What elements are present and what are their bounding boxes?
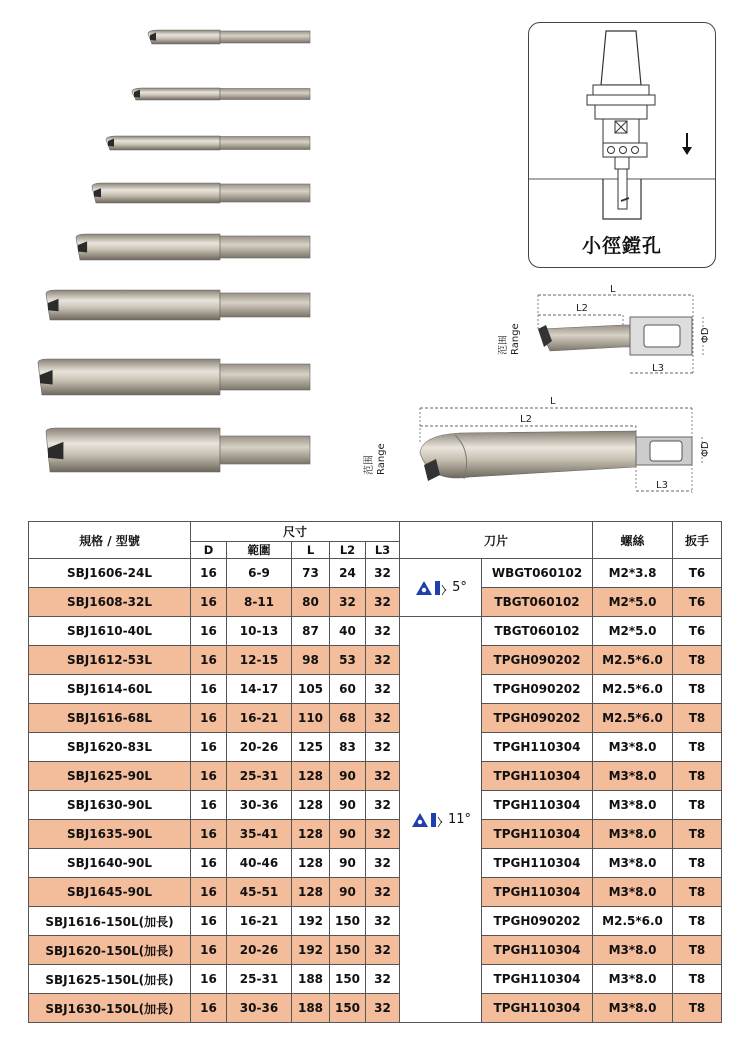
cell-range: 14-17 [227, 675, 292, 704]
cell-wrench: T8 [673, 791, 722, 820]
cell-screw: M3*8.0 [593, 849, 673, 878]
table-row [29, 559, 722, 588]
cell-screw: M3*8.0 [593, 965, 673, 994]
cell-l2: 150 [330, 965, 366, 994]
boring-bar-body [46, 290, 220, 320]
cell-wrench: T8 [673, 994, 722, 1023]
header-range: 範圍 [227, 542, 292, 559]
cell-range: 30-36 [227, 994, 292, 1023]
header-l: L [292, 542, 330, 559]
boring-bar-shank [220, 89, 310, 100]
insert-symbol [400, 811, 481, 829]
table-row [29, 965, 722, 994]
cell-wrench: T8 [673, 762, 722, 791]
cell-insert: TPGH110304 [482, 878, 593, 907]
dim-label-phi-d-large: ΦD [700, 441, 711, 457]
boring-bar-body [148, 30, 220, 44]
cell-insert: TPGH090202 [482, 675, 593, 704]
cell-range: 35-41 [227, 820, 292, 849]
boring-bar-body [46, 428, 220, 472]
dim-label-phi-d: ΦD [700, 327, 711, 343]
spec-table [28, 521, 722, 1023]
cell-screw: M3*8.0 [593, 878, 673, 907]
header-insert: 刀片 [400, 522, 593, 559]
dim-label-range-cn: 范围 [498, 335, 509, 355]
cell-d: 16 [191, 646, 227, 675]
cell-l3: 32 [366, 588, 400, 617]
cell-l: 128 [292, 791, 330, 820]
header-model: 規格 / 型號 [29, 522, 191, 559]
panel-title: 小徑鏜孔 [581, 235, 662, 257]
cell-screw: M2*5.0 [593, 588, 673, 617]
cell-l2: 90 [330, 791, 366, 820]
cell-d: 16 [191, 704, 227, 733]
cell-screw: M2.5*6.0 [593, 675, 673, 704]
dim-label-L: L [610, 285, 616, 295]
boring-bars-illustration [30, 15, 330, 510]
cell-l: 98 [292, 646, 330, 675]
clearance-angle: 5° [452, 580, 467, 595]
cell-d: 16 [191, 936, 227, 965]
table-row [29, 617, 722, 646]
cell-screw: M3*8.0 [593, 936, 673, 965]
cell-insert: TBGT060102 [482, 588, 593, 617]
cell-range: 16-21 [227, 704, 292, 733]
table-row [29, 646, 722, 675]
cell-l2: 150 [330, 907, 366, 936]
boring-bar-body [106, 136, 220, 150]
header-l2: L2 [330, 542, 366, 559]
cell-l3: 32 [366, 994, 400, 1023]
cell-d: 16 [191, 994, 227, 1023]
cell-wrench: T8 [673, 675, 722, 704]
table-row [29, 588, 722, 617]
cell-l: 125 [292, 733, 330, 762]
cell-wrench: T8 [673, 936, 722, 965]
cell-l3: 32 [366, 675, 400, 704]
cell-l: 128 [292, 878, 330, 907]
cell-l3: 32 [366, 559, 400, 588]
cell-l: 110 [292, 704, 330, 733]
cell-model: SBJ1612-53L [29, 646, 191, 675]
insert-geometry-11deg [400, 617, 482, 1023]
insert-symbol [400, 579, 481, 597]
table-row [29, 936, 722, 965]
cell-wrench: T8 [673, 965, 722, 994]
boring-bar-body [92, 183, 220, 203]
dim-label-L2-large: L2 [520, 414, 532, 425]
cell-l: 80 [292, 588, 330, 617]
cell-d: 16 [191, 617, 227, 646]
cell-l2: 90 [330, 762, 366, 791]
cell-l: 128 [292, 849, 330, 878]
cell-model: SBJ1616-150L(加長) [29, 907, 191, 936]
cell-l3: 32 [366, 704, 400, 733]
table-row [29, 820, 722, 849]
boring-bar-shank [220, 436, 310, 464]
spindle-diagram [529, 23, 715, 223]
triangle-insert-icon [410, 811, 446, 829]
cell-d: 16 [191, 907, 227, 936]
table-row [29, 762, 722, 791]
cell-l2: 53 [330, 646, 366, 675]
dim-label-L3: L3 [652, 363, 664, 374]
table-row [29, 849, 722, 878]
cell-insert: TPGH090202 [482, 704, 593, 733]
cell-range: 20-26 [227, 733, 292, 762]
cell-screw: M3*8.0 [593, 820, 673, 849]
boring-bar-shank [220, 293, 310, 317]
cell-d: 16 [191, 588, 227, 617]
cell-insert: TPGH090202 [482, 646, 593, 675]
cell-wrench: T6 [673, 559, 722, 588]
table-row [29, 878, 722, 907]
cell-wrench: T8 [673, 646, 722, 675]
cell-d: 16 [191, 762, 227, 791]
boring-bar-shank [220, 31, 310, 43]
cell-insert: TPGH110304 [482, 965, 593, 994]
boring-bar-body [76, 234, 220, 260]
table-body [29, 559, 722, 1023]
cell-l: 188 [292, 994, 330, 1023]
cell-insert: TBGT060102 [482, 617, 593, 646]
cell-d: 16 [191, 675, 227, 704]
cell-screw: M2*3.8 [593, 559, 673, 588]
header-screw: 螺絲 [593, 522, 673, 559]
cell-insert: TPGH110304 [482, 936, 593, 965]
cell-range: 40-46 [227, 849, 292, 878]
cell-model: SBJ1635-90L [29, 820, 191, 849]
cell-model: SBJ1645-90L [29, 878, 191, 907]
cell-range: 20-26 [227, 936, 292, 965]
cell-screw: M2.5*6.0 [593, 704, 673, 733]
header-l3: L3 [366, 542, 400, 559]
cell-l3: 32 [366, 907, 400, 936]
cell-d: 16 [191, 733, 227, 762]
cell-screw: M2.5*6.0 [593, 646, 673, 675]
cell-l2: 90 [330, 878, 366, 907]
cell-model: SBJ1640-90L [29, 849, 191, 878]
header-size: 尺寸 [191, 522, 400, 542]
cell-l: 188 [292, 965, 330, 994]
cell-d: 16 [191, 791, 227, 820]
boring-bar-shank [220, 364, 310, 390]
dim-label-L3-large: L3 [656, 480, 668, 491]
cell-insert: TPGH110304 [482, 994, 593, 1023]
cell-screw: M2.5*6.0 [593, 907, 673, 936]
cell-wrench: T6 [673, 588, 722, 617]
cell-model: SBJ1620-83L [29, 733, 191, 762]
cell-model: SBJ1616-68L [29, 704, 191, 733]
boring-bar-shank [220, 236, 310, 258]
cell-wrench: T8 [673, 907, 722, 936]
cell-wrench: T8 [673, 820, 722, 849]
cell-model: SBJ1625-150L(加長) [29, 965, 191, 994]
clearance-angle: 11° [447, 812, 472, 827]
cell-l: 128 [292, 762, 330, 791]
cell-insert: WBGT060102 [482, 559, 593, 588]
cell-l3: 32 [366, 791, 400, 820]
cell-model: SBJ1614-60L [29, 675, 191, 704]
dim-label-range-cn-large: 范围 [364, 455, 375, 475]
cell-wrench: T8 [673, 704, 722, 733]
cell-l: 192 [292, 936, 330, 965]
insert-geometry-5deg [400, 559, 482, 617]
table-row [29, 675, 722, 704]
boring-bar-shank [220, 184, 310, 202]
cell-range: 30-36 [227, 791, 292, 820]
cell-range: 45-51 [227, 878, 292, 907]
cell-l2: 150 [330, 936, 366, 965]
cell-model: SBJ1630-90L [29, 791, 191, 820]
cell-screw: M3*8.0 [593, 762, 673, 791]
cell-insert: TPGH110304 [482, 762, 593, 791]
triangle-insert-icon [414, 579, 450, 597]
cell-range: 25-31 [227, 762, 292, 791]
cell-range: 10-13 [227, 617, 292, 646]
cell-wrench: T6 [673, 617, 722, 646]
cell-insert: TPGH110304 [482, 733, 593, 762]
boring-bar-shank [220, 137, 310, 150]
cell-screw: M3*8.0 [593, 994, 673, 1023]
cell-screw: M3*8.0 [593, 733, 673, 762]
cell-l: 105 [292, 675, 330, 704]
cell-l2: 90 [330, 849, 366, 878]
cell-l3: 32 [366, 617, 400, 646]
cell-insert: TPGH110304 [482, 820, 593, 849]
cell-l2: 83 [330, 733, 366, 762]
cell-d: 16 [191, 849, 227, 878]
cell-l: 87 [292, 617, 330, 646]
cell-model: SBJ1606-24L [29, 559, 191, 588]
table-row [29, 907, 722, 936]
table-row [29, 733, 722, 762]
boring-bar-body [132, 88, 220, 100]
table-row [29, 994, 722, 1023]
cell-d: 16 [191, 878, 227, 907]
dim-label-L2: L2 [576, 303, 588, 314]
cell-model: SBJ1625-90L [29, 762, 191, 791]
cell-l3: 32 [366, 965, 400, 994]
cell-range: 16-21 [227, 907, 292, 936]
cell-l: 73 [292, 559, 330, 588]
cell-model: SBJ1630-150L(加長) [29, 994, 191, 1023]
cell-l3: 32 [366, 820, 400, 849]
small-bore-boring-panel [528, 22, 716, 268]
boring-bar-body [38, 359, 220, 395]
cell-l2: 150 [330, 994, 366, 1023]
cell-l3: 32 [366, 646, 400, 675]
cell-l2: 90 [330, 820, 366, 849]
cell-model: SBJ1620-150L(加長) [29, 936, 191, 965]
cell-range: 8-11 [227, 588, 292, 617]
cell-l2: 60 [330, 675, 366, 704]
cell-l3: 32 [366, 762, 400, 791]
dimension-drawing-short [498, 285, 718, 385]
cell-insert: TPGH090202 [482, 907, 593, 936]
cell-wrench: T8 [673, 733, 722, 762]
cell-l: 128 [292, 820, 330, 849]
cell-l2: 68 [330, 704, 366, 733]
cell-l: 192 [292, 907, 330, 936]
dim-label-range-en-large: Range [376, 443, 387, 475]
cell-insert: TPGH110304 [482, 849, 593, 878]
cell-l3: 32 [366, 936, 400, 965]
cell-l3: 32 [366, 733, 400, 762]
header-wrench: 扳手 [673, 522, 722, 559]
cell-model: SBJ1608-32L [29, 588, 191, 617]
cell-l2: 40 [330, 617, 366, 646]
cell-d: 16 [191, 965, 227, 994]
cell-wrench: T8 [673, 878, 722, 907]
cell-insert: TPGH110304 [482, 791, 593, 820]
cell-model: SBJ1610-40L [29, 617, 191, 646]
cell-l2: 32 [330, 588, 366, 617]
cell-range: 12-15 [227, 646, 292, 675]
dim-label-L-large: L [550, 396, 556, 407]
dim-label-range-en: Range [510, 323, 521, 355]
cell-d: 16 [191, 820, 227, 849]
header-d: D [191, 542, 227, 559]
cell-d: 16 [191, 559, 227, 588]
cell-screw: M2*5.0 [593, 617, 673, 646]
dimension-drawing-long [360, 393, 720, 503]
cell-screw: M3*8.0 [593, 791, 673, 820]
cell-l3: 32 [366, 878, 400, 907]
table-row [29, 791, 722, 820]
cell-l2: 24 [330, 559, 366, 588]
cell-range: 6-9 [227, 559, 292, 588]
cell-l3: 32 [366, 849, 400, 878]
cell-wrench: T8 [673, 849, 722, 878]
cell-range: 25-31 [227, 965, 292, 994]
table-row [29, 704, 722, 733]
